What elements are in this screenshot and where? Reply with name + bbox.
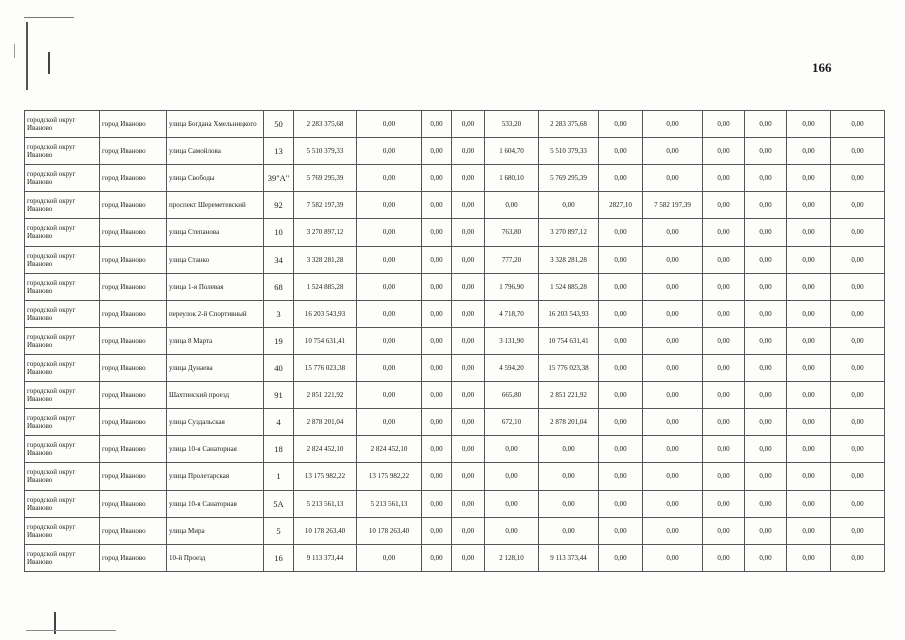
cell-c6: 9 113 373,44 — [539, 544, 599, 571]
table-row — [25, 219, 885, 246]
cell-street: 10-й Проезд — [167, 544, 264, 571]
cell-c8: 0,00 — [643, 463, 703, 490]
table-row — [25, 409, 885, 436]
cell-c12: 0,00 — [831, 165, 885, 192]
cell-c10: 0,00 — [745, 436, 787, 463]
cell-c3: 0,00 — [422, 165, 452, 192]
cell-city: город Иваново — [100, 382, 167, 409]
cell-c9: 0,00 — [703, 409, 745, 436]
cell-c10: 0,00 — [745, 517, 787, 544]
cell-c12: 0,00 — [831, 517, 885, 544]
cell-c12: 0,00 — [831, 111, 885, 138]
cell-total-cost: 3 328 281,28 — [294, 246, 357, 273]
cell-c7: 0,00 — [599, 246, 643, 273]
cell-c7: 0,00 — [599, 165, 643, 192]
cell-street: улица Степанова — [167, 219, 264, 246]
cell-c3: 0,00 — [422, 436, 452, 463]
cell-c9: 0,00 — [703, 273, 745, 300]
cell-area: 2 128,10 — [485, 544, 539, 571]
cell-c8: 7 582 197,39 — [643, 192, 703, 219]
cell-house: 10 — [264, 219, 294, 246]
cell-c7: 2827,10 — [599, 192, 643, 219]
cell-area: 533,20 — [485, 111, 539, 138]
cell-district: городской округ Иваново — [25, 544, 100, 571]
cell-c3: 0,00 — [422, 517, 452, 544]
cell-street: улица Мира — [167, 517, 264, 544]
cell-area: 0,00 — [485, 436, 539, 463]
cell-c8: 0,00 — [643, 436, 703, 463]
cell-c10: 0,00 — [745, 192, 787, 219]
cell-area: 0,00 — [485, 490, 539, 517]
cell-street: улица Самойлова — [167, 138, 264, 165]
cell-total-cost: 13 175 982,22 — [294, 463, 357, 490]
cell-c4: 0,00 — [452, 409, 485, 436]
cell-street: улица Суздальская — [167, 409, 264, 436]
table-row — [25, 273, 885, 300]
cell-c6: 1 524 885,28 — [539, 273, 599, 300]
table-row — [25, 463, 885, 490]
cell-c10: 0,00 — [745, 111, 787, 138]
cell-total-cost: 2 878 201,04 — [294, 409, 357, 436]
cell-c7: 0,00 — [599, 300, 643, 327]
cell-c11: 0,00 — [787, 219, 831, 246]
cell-c12: 0,00 — [831, 192, 885, 219]
cell-c6: 3 270 897,12 — [539, 219, 599, 246]
cell-c3: 0,00 — [422, 490, 452, 517]
housing-registry-table — [24, 110, 885, 572]
cell-c6: 16 203 543,93 — [539, 300, 599, 327]
cell-c2: 0,00 — [357, 138, 422, 165]
cell-c12: 0,00 — [831, 409, 885, 436]
cell-c6: 10 754 631,41 — [539, 327, 599, 354]
page-number: 166 — [812, 60, 832, 75]
cell-total-cost: 10 754 631,41 — [294, 327, 357, 354]
cell-c12: 0,00 — [831, 138, 885, 165]
table-row — [25, 490, 885, 517]
cell-c11: 0,00 — [787, 192, 831, 219]
cell-district: городской округ Иваново — [25, 300, 100, 327]
scan-artifact-line — [26, 22, 28, 90]
cell-total-cost: 3 270 897,12 — [294, 219, 357, 246]
cell-total-cost: 2 851 221,92 — [294, 382, 357, 409]
cell-c7: 0,00 — [599, 436, 643, 463]
cell-city: город Иваново — [100, 463, 167, 490]
cell-c10: 0,00 — [745, 490, 787, 517]
cell-area: 1 680,10 — [485, 165, 539, 192]
cell-c12: 0,00 — [831, 436, 885, 463]
cell-district: городской округ Иваново — [25, 219, 100, 246]
cell-c12: 0,00 — [831, 246, 885, 273]
cell-city: город Иваново — [100, 327, 167, 354]
cell-c10: 0,00 — [745, 409, 787, 436]
cell-c2: 10 178 263,40 — [357, 517, 422, 544]
cell-total-cost: 10 178 263,40 — [294, 517, 357, 544]
cell-c3: 0,00 — [422, 327, 452, 354]
cell-city: город Иваново — [100, 517, 167, 544]
cell-area: 777,20 — [485, 246, 539, 273]
cell-house: 50 — [264, 111, 294, 138]
cell-city: город Иваново — [100, 165, 167, 192]
cell-street: улица 1-я Полевая — [167, 273, 264, 300]
cell-house: 5 — [264, 517, 294, 544]
cell-house: 5А — [264, 490, 294, 517]
cell-c11: 0,00 — [787, 273, 831, 300]
cell-house: 13 — [264, 138, 294, 165]
cell-c10: 0,00 — [745, 273, 787, 300]
cell-c11: 0,00 — [787, 300, 831, 327]
cell-total-cost: 1 524 885,28 — [294, 273, 357, 300]
cell-street: улица Пролетарская — [167, 463, 264, 490]
cell-c12: 0,00 — [831, 382, 885, 409]
cell-house: 92 — [264, 192, 294, 219]
cell-c11: 0,00 — [787, 354, 831, 381]
cell-city: город Иваново — [100, 354, 167, 381]
cell-c7: 0,00 — [599, 273, 643, 300]
cell-c2: 0,00 — [357, 273, 422, 300]
cell-area: 4 594,20 — [485, 354, 539, 381]
cell-house: 16 — [264, 544, 294, 571]
cell-area: 4 718,70 — [485, 300, 539, 327]
cell-c8: 0,00 — [643, 219, 703, 246]
cell-c10: 0,00 — [745, 246, 787, 273]
cell-c11: 0,00 — [787, 490, 831, 517]
cell-house: 18 — [264, 436, 294, 463]
cell-city: город Иваново — [100, 219, 167, 246]
cell-c12: 0,00 — [831, 219, 885, 246]
table-row — [25, 165, 885, 192]
table-row — [25, 382, 885, 409]
cell-c2: 0,00 — [357, 246, 422, 273]
cell-house: 39"А" — [264, 165, 294, 192]
cell-c3: 0,00 — [422, 219, 452, 246]
cell-district: городской округ Иваново — [25, 354, 100, 381]
cell-c8: 0,00 — [643, 490, 703, 517]
cell-c11: 0,00 — [787, 327, 831, 354]
cell-c10: 0,00 — [745, 382, 787, 409]
scan-artifact-line — [24, 17, 74, 18]
cell-house: 4 — [264, 409, 294, 436]
cell-c12: 0,00 — [831, 354, 885, 381]
cell-district: городской округ Иваново — [25, 382, 100, 409]
cell-city: город Иваново — [100, 273, 167, 300]
cell-c3: 0,00 — [422, 544, 452, 571]
cell-house: 1 — [264, 463, 294, 490]
cell-c6: 0,00 — [539, 490, 599, 517]
cell-c9: 0,00 — [703, 300, 745, 327]
cell-c7: 0,00 — [599, 463, 643, 490]
cell-c6: 2 283 375,68 — [539, 111, 599, 138]
cell-total-cost: 2 824 452,10 — [294, 436, 357, 463]
cell-total-cost: 15 776 023,38 — [294, 354, 357, 381]
cell-c9: 0,00 — [703, 382, 745, 409]
cell-street: переулок 2-й Спортивный — [167, 300, 264, 327]
cell-c9: 0,00 — [703, 138, 745, 165]
cell-c9: 0,00 — [703, 490, 745, 517]
cell-total-cost: 2 283 375,68 — [294, 111, 357, 138]
cell-city: город Иваново — [100, 544, 167, 571]
cell-c3: 0,00 — [422, 354, 452, 381]
cell-c11: 0,00 — [787, 544, 831, 571]
cell-c9: 0,00 — [703, 219, 745, 246]
cell-c6: 0,00 — [539, 192, 599, 219]
cell-c3: 0,00 — [422, 273, 452, 300]
cell-district: городской округ Иваново — [25, 409, 100, 436]
cell-c11: 0,00 — [787, 138, 831, 165]
cell-c7: 0,00 — [599, 354, 643, 381]
cell-c2: 0,00 — [357, 354, 422, 381]
cell-c11: 0,00 — [787, 382, 831, 409]
cell-c6: 0,00 — [539, 463, 599, 490]
cell-c11: 0,00 — [787, 246, 831, 273]
cell-area: 672,10 — [485, 409, 539, 436]
cell-area: 0,00 — [485, 463, 539, 490]
cell-c10: 0,00 — [745, 300, 787, 327]
cell-area: 1 604,70 — [485, 138, 539, 165]
cell-c10: 0,00 — [745, 219, 787, 246]
cell-district: городской округ Иваново — [25, 111, 100, 138]
cell-c7: 0,00 — [599, 327, 643, 354]
cell-c4: 0,00 — [452, 463, 485, 490]
cell-c6: 15 776 023,38 — [539, 354, 599, 381]
cell-c2: 0,00 — [357, 111, 422, 138]
cell-city: город Иваново — [100, 138, 167, 165]
cell-city: город Иваново — [100, 246, 167, 273]
cell-area: 0,00 — [485, 517, 539, 544]
cell-city: город Иваново — [100, 111, 167, 138]
cell-district: городской округ Иваново — [25, 436, 100, 463]
cell-district: городской округ Иваново — [25, 490, 100, 517]
table-row — [25, 138, 885, 165]
cell-district: городской округ Иваново — [25, 138, 100, 165]
cell-c10: 0,00 — [745, 354, 787, 381]
cell-c4: 0,00 — [452, 219, 485, 246]
table-row — [25, 327, 885, 354]
cell-c8: 0,00 — [643, 382, 703, 409]
cell-c11: 0,00 — [787, 111, 831, 138]
cell-area: 665,80 — [485, 382, 539, 409]
cell-district: городской округ Иваново — [25, 517, 100, 544]
cell-area: 763,80 — [485, 219, 539, 246]
cell-c7: 0,00 — [599, 219, 643, 246]
cell-c8: 0,00 — [643, 544, 703, 571]
cell-c4: 0,00 — [452, 300, 485, 327]
cell-c7: 0,00 — [599, 409, 643, 436]
cell-c2: 13 175 982,22 — [357, 463, 422, 490]
cell-c4: 0,00 — [452, 165, 485, 192]
scan-artifact-line — [14, 44, 15, 58]
cell-c4: 0,00 — [452, 490, 485, 517]
cell-c12: 0,00 — [831, 463, 885, 490]
cell-c9: 0,00 — [703, 436, 745, 463]
cell-house: 34 — [264, 246, 294, 273]
cell-c3: 0,00 — [422, 382, 452, 409]
cell-c10: 0,00 — [745, 544, 787, 571]
cell-c2: 0,00 — [357, 192, 422, 219]
cell-c3: 0,00 — [422, 138, 452, 165]
cell-c3: 0,00 — [422, 111, 452, 138]
cell-c6: 5 769 295,39 — [539, 165, 599, 192]
cell-c4: 0,00 — [452, 436, 485, 463]
cell-street: улица Станко — [167, 246, 264, 273]
scan-artifact-line — [26, 630, 116, 631]
table-row — [25, 354, 885, 381]
cell-c7: 0,00 — [599, 544, 643, 571]
cell-street: проспект Шереметевский — [167, 192, 264, 219]
cell-street: улица Богдана Хмельницкого — [167, 111, 264, 138]
cell-c4: 0,00 — [452, 327, 485, 354]
cell-c4: 0,00 — [452, 517, 485, 544]
cell-c12: 0,00 — [831, 300, 885, 327]
cell-c8: 0,00 — [643, 165, 703, 192]
cell-c7: 0,00 — [599, 382, 643, 409]
cell-district: городской округ Иваново — [25, 192, 100, 219]
cell-c4: 0,00 — [452, 382, 485, 409]
cell-c2: 0,00 — [357, 544, 422, 571]
cell-c4: 0,00 — [452, 354, 485, 381]
cell-c9: 0,00 — [703, 327, 745, 354]
cell-c8: 0,00 — [643, 246, 703, 273]
cell-c7: 0,00 — [599, 111, 643, 138]
cell-c7: 0,00 — [599, 138, 643, 165]
cell-street: улица 10-я Санаторная — [167, 436, 264, 463]
cell-c9: 0,00 — [703, 517, 745, 544]
cell-c8: 0,00 — [643, 409, 703, 436]
cell-c2: 0,00 — [357, 409, 422, 436]
cell-city: город Иваново — [100, 300, 167, 327]
cell-street: Шахтинский проезд — [167, 382, 264, 409]
cell-street: улица 10-я Санаторная — [167, 490, 264, 517]
cell-c2: 2 824 452,10 — [357, 436, 422, 463]
table-row — [25, 192, 885, 219]
cell-c7: 0,00 — [599, 490, 643, 517]
cell-city: город Иваново — [100, 436, 167, 463]
cell-c2: 0,00 — [357, 300, 422, 327]
cell-c11: 0,00 — [787, 409, 831, 436]
cell-street: улица Свободы — [167, 165, 264, 192]
cell-c3: 0,00 — [422, 192, 452, 219]
cell-c8: 0,00 — [643, 354, 703, 381]
cell-house: 19 — [264, 327, 294, 354]
cell-c6: 0,00 — [539, 436, 599, 463]
cell-city: город Иваново — [100, 490, 167, 517]
cell-c10: 0,00 — [745, 463, 787, 490]
cell-c2: 0,00 — [357, 219, 422, 246]
cell-c3: 0,00 — [422, 246, 452, 273]
cell-c8: 0,00 — [643, 327, 703, 354]
cell-street: улица Дунаева — [167, 354, 264, 381]
cell-house: 40 — [264, 354, 294, 381]
cell-c6: 5 510 379,33 — [539, 138, 599, 165]
cell-c6: 0,00 — [539, 517, 599, 544]
cell-c2: 0,00 — [357, 165, 422, 192]
cell-c3: 0,00 — [422, 300, 452, 327]
cell-c10: 0,00 — [745, 138, 787, 165]
cell-c9: 0,00 — [703, 544, 745, 571]
cell-total-cost: 9 113 373,44 — [294, 544, 357, 571]
cell-area: 3 131,90 — [485, 327, 539, 354]
cell-c4: 0,00 — [452, 246, 485, 273]
cell-c8: 0,00 — [643, 138, 703, 165]
cell-c8: 0,00 — [643, 273, 703, 300]
cell-c9: 0,00 — [703, 192, 745, 219]
table-row — [25, 111, 885, 138]
table-row — [25, 517, 885, 544]
cell-c2: 0,00 — [357, 382, 422, 409]
cell-city: город Иваново — [100, 192, 167, 219]
cell-area: 0,00 — [485, 192, 539, 219]
cell-c9: 0,00 — [703, 463, 745, 490]
cell-c10: 0,00 — [745, 165, 787, 192]
cell-c11: 0,00 — [787, 165, 831, 192]
cell-c10: 0,00 — [745, 327, 787, 354]
cell-district: городской округ Иваново — [25, 246, 100, 273]
cell-c8: 0,00 — [643, 517, 703, 544]
cell-c11: 0,00 — [787, 517, 831, 544]
cell-c4: 0,00 — [452, 544, 485, 571]
table-row — [25, 300, 885, 327]
cell-c9: 0,00 — [703, 165, 745, 192]
cell-c4: 0,00 — [452, 138, 485, 165]
cell-city: город Иваново — [100, 409, 167, 436]
cell-total-cost: 16 203 543,93 — [294, 300, 357, 327]
cell-c12: 0,00 — [831, 490, 885, 517]
cell-c3: 0,00 — [422, 463, 452, 490]
cell-c6: 3 328 281,28 — [539, 246, 599, 273]
cell-c2: 0,00 — [357, 327, 422, 354]
cell-district: городской округ Иваново — [25, 463, 100, 490]
table-row — [25, 246, 885, 273]
cell-total-cost: 5 213 561,13 — [294, 490, 357, 517]
cell-c12: 0,00 — [831, 273, 885, 300]
table-row — [25, 544, 885, 571]
cell-c6: 2 878 201,04 — [539, 409, 599, 436]
cell-total-cost: 7 582 197,39 — [294, 192, 357, 219]
cell-house: 68 — [264, 273, 294, 300]
cell-c4: 0,00 — [452, 192, 485, 219]
cell-c9: 0,00 — [703, 354, 745, 381]
cell-district: городской округ Иваново — [25, 273, 100, 300]
cell-total-cost: 5 510 379,33 — [294, 138, 357, 165]
cell-c12: 0,00 — [831, 327, 885, 354]
cell-street: улица 8 Марта — [167, 327, 264, 354]
scan-artifact-line — [48, 52, 50, 74]
cell-house: 3 — [264, 300, 294, 327]
cell-area: 1 796,90 — [485, 273, 539, 300]
table-row — [25, 436, 885, 463]
cell-c4: 0,00 — [452, 273, 485, 300]
cell-total-cost: 5 769 295,39 — [294, 165, 357, 192]
cell-c11: 0,00 — [787, 463, 831, 490]
cell-c8: 0,00 — [643, 111, 703, 138]
cell-c4: 0,00 — [452, 111, 485, 138]
cell-house: 91 — [264, 382, 294, 409]
cell-c2: 5 213 561,13 — [357, 490, 422, 517]
cell-c3: 0,00 — [422, 409, 452, 436]
cell-c9: 0,00 — [703, 246, 745, 273]
cell-c7: 0,00 — [599, 517, 643, 544]
cell-c12: 0,00 — [831, 544, 885, 571]
cell-district: городской округ Иваново — [25, 327, 100, 354]
cell-c9: 0,00 — [703, 111, 745, 138]
cell-c8: 0,00 — [643, 300, 703, 327]
cell-district: городской округ Иваново — [25, 165, 100, 192]
cell-c6: 2 851 221,92 — [539, 382, 599, 409]
cell-c11: 0,00 — [787, 436, 831, 463]
